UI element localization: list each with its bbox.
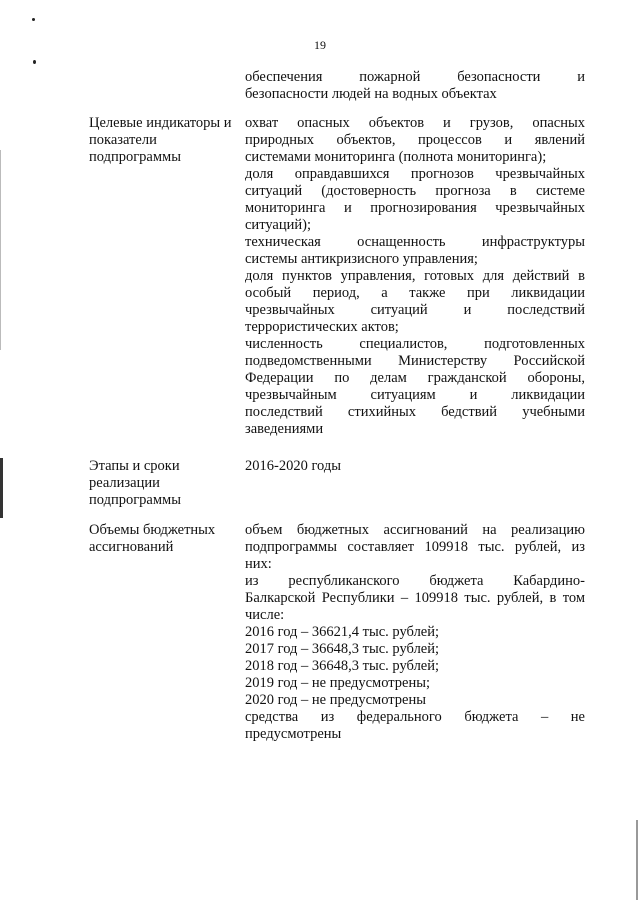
text-line: чрезвычайных ситуаций и последствий [245, 302, 585, 318]
text-line: Федерации по делам гражданской обороны, [245, 370, 585, 386]
label-line: подпрограммы [89, 492, 181, 508]
text-line: обеспечения пожарной безопасности и [245, 69, 585, 85]
indicators-label [89, 115, 239, 166]
text-line: численность специалистов, подготовленных [245, 336, 585, 352]
text-line: Балкарской Республики – 109918 тыс. рублей, в том [245, 590, 585, 606]
text-line: последствий стихийных бедствий учебными [245, 404, 585, 420]
text-line: 2018 год – 36648,3 тыс. рублей; [245, 658, 440, 674]
label-line: Объемы бюджетных [89, 522, 216, 538]
text-line: особый период, а также при ликвидации [245, 285, 585, 301]
continuation-text [245, 69, 585, 103]
text-line: 2016-2020 годы [245, 458, 341, 474]
text-line: природных объектов, процессов и явлений [245, 132, 585, 148]
stages-value [245, 458, 585, 475]
text-line: 2019 год – не предусмотрены; [245, 675, 431, 691]
scan-edge-mark [0, 458, 3, 518]
label-line: ассигнований [89, 539, 174, 555]
label-line: Целевые индикаторы и [89, 115, 232, 131]
label-line: реализации [89, 475, 160, 491]
text-line: них: [245, 556, 272, 572]
text-line: системами мониторинга (полнота мониторинга); [245, 149, 547, 165]
indicators-value [245, 115, 585, 438]
text-line: доля оправдавшихся прогнозов чрезвычайных [245, 166, 585, 182]
budget-label [89, 522, 239, 556]
text-line: предусмотрены [245, 726, 342, 742]
stages-label [89, 458, 239, 509]
text-line: подведомственными Министерству Российской [245, 353, 585, 369]
text-line: числе: [245, 607, 285, 623]
budget-value [245, 522, 585, 743]
text-line: доля пунктов управления, готовых для действий в [245, 268, 585, 284]
text-line: ситуаций); [245, 217, 311, 233]
text-line: системы антикризисного управления; [245, 251, 478, 267]
text-line: безопасности людей на водных объектах [245, 86, 497, 102]
text-line: заведениями [245, 421, 324, 437]
scan-artifact-dot [32, 18, 35, 21]
text-line: объем бюджетных ассигнований на реализацию [245, 522, 585, 538]
text-line: 2017 год – 36648,3 тыс. рублей; [245, 641, 440, 657]
text-line: 2020 год – не предусмотрены [245, 692, 426, 708]
text-line: ситуаций (достоверность прогноза в системе [245, 183, 585, 199]
text-line: охват опасных объектов и грузов, опасных [245, 115, 585, 131]
label-line: показатели [89, 132, 157, 148]
scan-edge-mark [0, 150, 1, 350]
text-line: из республиканского бюджета Кабардино- [245, 573, 585, 589]
scan-edge-mark [636, 820, 638, 900]
text-line: террористических актов; [245, 319, 399, 335]
page-number: 19 [314, 38, 326, 52]
text-line: подпрограммы составляет 109918 тыс. рублей, из [245, 539, 585, 555]
label-line: Этапы и сроки [89, 458, 180, 474]
text-line: 2016 год – 36621,4 тыс. рублей; [245, 624, 440, 640]
text-line: чрезвычайным ситуациям и ликвидации [245, 387, 585, 403]
text-line: средства из федерального бюджета – не [245, 709, 585, 725]
label-line: подпрограммы [89, 149, 181, 165]
text-line: мониторинга и прогнозирования чрезвычайных [245, 200, 585, 216]
text-line: техническая оснащенность инфраструктуры [245, 234, 585, 250]
scan-artifact-dot [33, 60, 36, 64]
